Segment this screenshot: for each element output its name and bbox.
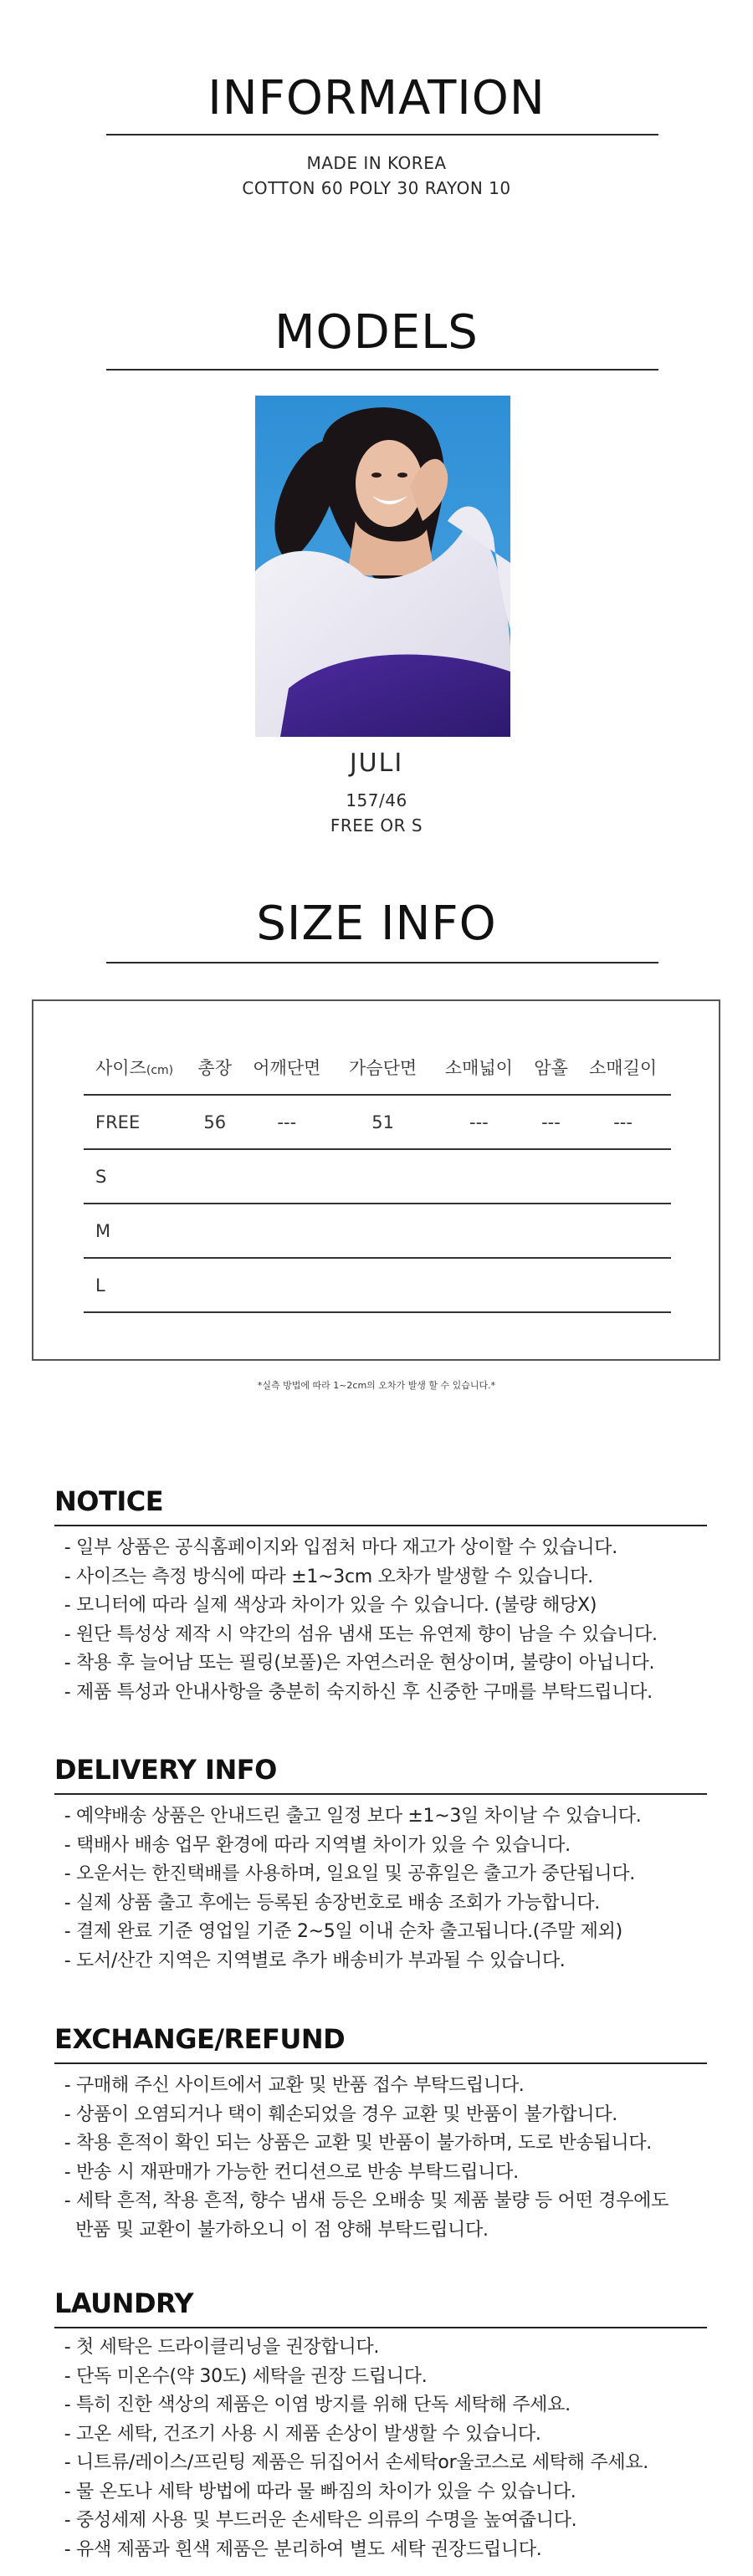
composition-text: COTTON 60 POLY 30 RAYON 10 <box>242 178 511 198</box>
list-item: - 니트류/레이스/프린팅 제품은 뒤집어서 손세탁or울코스로 세탁해 주세요. <box>59 2452 648 2473</box>
size-header-cell: 소매넓이 <box>431 1040 527 1095</box>
size-header-cell: 총장 <box>191 1040 238 1095</box>
list-item: - 택배사 배송 업무 환경에 따라 지역별 차이가 있을 수 있습니다. <box>59 1834 571 1856</box>
size-cell: --- <box>527 1095 575 1149</box>
size-cell <box>431 1204 527 1258</box>
size-cell: --- <box>238 1095 335 1149</box>
size-footnote: *실측 방법에 따라 1~2cm의 오차가 발생 할 수 있습니다.* <box>257 1380 496 1391</box>
table-row <box>84 1204 671 1258</box>
list-item: 반품 및 교환이 불가하오니 이 점 양해 부탁드립니다. <box>59 2219 489 2241</box>
size-cell <box>431 1258 527 1312</box>
size-cell <box>238 1204 335 1258</box>
list-item: - 세탁 흔적, 착용 흔적, 향수 냄새 등은 오배송 및 제품 불량 등 어떤 경우에도 <box>59 2190 669 2211</box>
list-item: - 중성세제 사용 및 부드러운 손세탁은 의류의 수명을 높여줍니다. <box>59 2510 577 2531</box>
size-cell: --- <box>431 1095 527 1149</box>
list-item: - 단독 미온수(약 30도) 세탁을 권장 드립니다. <box>59 2365 428 2387</box>
list-item: - 상품이 오염되거나 택이 훼손되었을 경우 교환 및 반품이 불가합니다. <box>59 2103 617 2125</box>
delivery-list <box>59 1802 745 1975</box>
list-item: - 도서/산간 지역은 지역별로 추가 배송비가 부과될 수 있습니다. <box>59 1950 566 1971</box>
size-header-cell: 사이즈(cm) <box>84 1040 191 1095</box>
exchange-divider <box>54 2062 707 2064</box>
laundry-title: LAUNDRY <box>54 2287 194 2319</box>
size-cell: --- <box>575 1095 671 1149</box>
size-unit: (cm) <box>146 1063 174 1077</box>
list-item: - 구매해 주신 사이트에서 교환 및 반품 접수 부탁드립니다. <box>59 2075 525 2096</box>
size-cell <box>191 1149 238 1204</box>
model-wearing-size: FREE OR S <box>330 815 423 836</box>
laundry-divider <box>54 2327 707 2328</box>
list-item: - 모니터에 따라 실제 색상과 차이가 있을 수 있습니다. (불량 해당X) <box>59 1595 597 1616</box>
size-header-cell: 가슴단면 <box>335 1040 431 1095</box>
size-cell <box>527 1204 575 1258</box>
model-illustration <box>255 396 510 737</box>
list-item: - 고온 세탁, 건조기 사용 시 제품 손상이 발생할 수 있습니다. <box>59 2423 541 2445</box>
size-cell: 51 <box>335 1095 431 1149</box>
size-cell <box>238 1258 335 1312</box>
list-item: - 착용 흔적이 확인 되는 상품은 교환 및 반품이 불가하며, 도로 반송됩니다. <box>59 2133 652 2154</box>
delivery-title: DELIVERY INFO <box>54 1754 277 1786</box>
size-cell <box>335 1204 431 1258</box>
notice-divider <box>54 1525 707 1526</box>
size-header-cell: 암홀 <box>527 1040 575 1095</box>
exchange-list <box>59 2072 745 2245</box>
size-cell <box>431 1149 527 1204</box>
size-cell <box>238 1149 335 1204</box>
size-cell <box>575 1258 671 1312</box>
models-title: MODELS <box>274 305 479 360</box>
list-item: - 유색 제품과 흰색 제품은 분리하여 별도 세탁 권장드립니다. <box>59 2538 542 2560</box>
size-header-cell: 소매길이 <box>575 1040 671 1095</box>
list-item: - 결제 완료 기준 영업일 기준 2~5일 이내 순차 출고됩니다.(주말 제외) <box>59 1921 622 1942</box>
model-size: 157/46 <box>346 790 407 810</box>
model-photo <box>255 396 510 737</box>
size-table-header-row <box>84 1040 671 1095</box>
list-item: - 원단 특성상 제작 시 약간의 섬유 냄새 또는 유연제 향이 남을 수 있습니다. <box>59 1623 658 1645</box>
list-item: - 물 온도나 세탁 방법에 따라 물 빠짐의 차이가 있을 수 있습니다. <box>59 2481 576 2502</box>
size-header-cell: 어깨단면 <box>238 1040 335 1095</box>
list-item: - 착용 후 늘어남 또는 필링(보풀)은 자연스러운 현상이며, 불량이 아닙니다. <box>59 1653 655 1674</box>
size-cell <box>575 1149 671 1204</box>
size-cell: M <box>84 1204 191 1258</box>
size-cell: 56 <box>191 1095 238 1149</box>
size-table <box>84 1040 671 1313</box>
size-cell <box>191 1204 238 1258</box>
size-table-box <box>32 999 720 1361</box>
list-item: - 일부 상품은 공식홈페이지와 입점처 마다 재고가 상이할 수 있습니다. <box>59 1537 617 1558</box>
delivery-divider <box>54 1793 707 1795</box>
size-cell <box>335 1258 431 1312</box>
size-cell: S <box>84 1149 191 1204</box>
size-cell <box>191 1258 238 1312</box>
exchange-title: EXCHANGE/REFUND <box>54 2023 346 2055</box>
information-divider <box>106 134 658 135</box>
size-info-title: SIZE INFO <box>256 897 497 951</box>
size-cell <box>335 1149 431 1204</box>
list-item: - 사이즈는 측정 방식에 따라 ±1~3cm 오차가 발생할 수 있습니다. <box>59 1566 593 1587</box>
table-row <box>84 1149 671 1204</box>
size-cell <box>527 1149 575 1204</box>
size-cell: L <box>84 1258 191 1312</box>
table-row <box>84 1095 671 1149</box>
list-item: - 실제 상품 출고 후에는 등록된 송장번호로 배송 조회가 가능합니다. <box>59 1892 600 1914</box>
list-item: - 첫 세탁은 드라이클리닝을 권장합니다. <box>59 2337 380 2358</box>
size-cell: FREE <box>84 1095 191 1149</box>
list-item: - 특히 진한 색상의 제품은 이염 방지를 위해 단독 세탁해 주세요. <box>59 2395 571 2415</box>
notice-list <box>59 1534 745 1707</box>
laundry-list <box>59 2333 745 2564</box>
information-title: INFORMATION <box>207 71 546 125</box>
size-cell <box>527 1258 575 1312</box>
models-divider <box>106 369 658 371</box>
size-cell <box>575 1204 671 1258</box>
list-item: - 오운서는 한진택배를 사용하며, 일요일 및 공휴일은 출고가 중단됩니다. <box>59 1863 635 1884</box>
list-item: - 제품 특성과 안내사항을 충분히 숙지하신 후 신중한 구매를 부탁드립니다. <box>59 1681 653 1703</box>
table-row <box>84 1258 671 1312</box>
model-name: JULI <box>349 749 404 778</box>
made-in-text: MADE IN KOREA <box>306 153 447 173</box>
notice-title: NOTICE <box>54 1485 164 1517</box>
list-item: - 반송 시 재판매가 가능한 컨디션으로 반송 부탁드립니다. <box>59 2161 519 2183</box>
list-item: - 예약배송 상품은 안내드린 출고 일정 보다 ±1~3일 차이날 수 있습니다. <box>59 1806 642 1827</box>
size-info-divider <box>106 962 658 963</box>
